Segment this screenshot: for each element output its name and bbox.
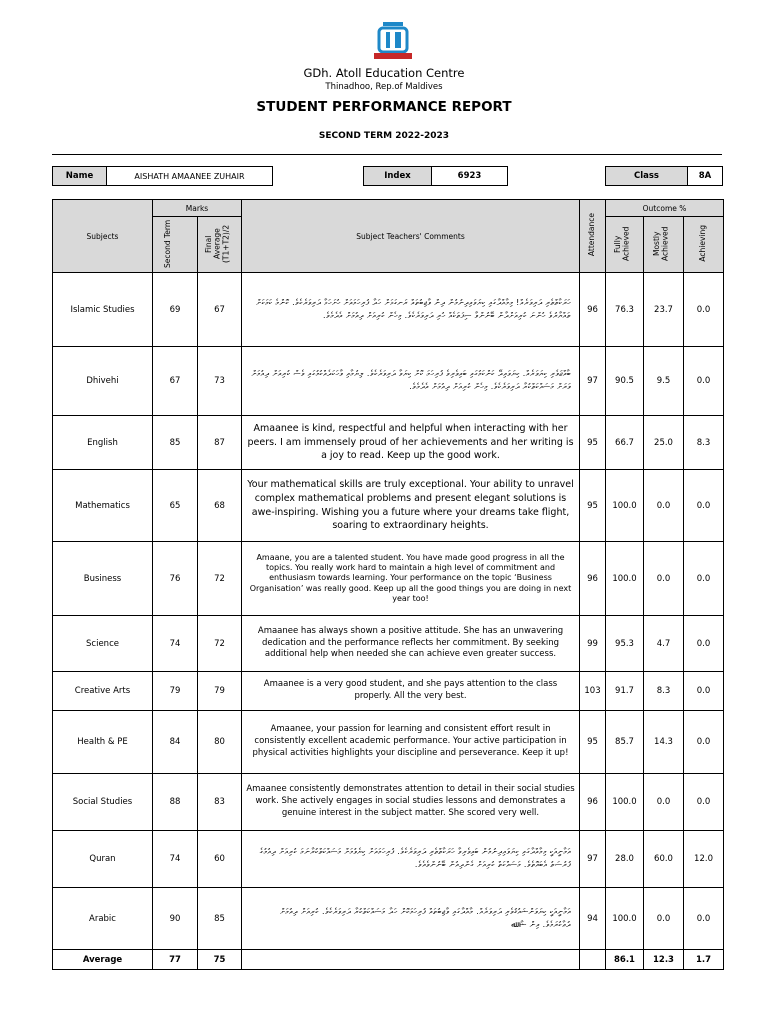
final-average-mark: 72 [198,542,242,616]
subject-name: Quran [53,831,153,888]
header-divider [52,154,722,155]
average-second-term: 77 [153,950,198,970]
fully-achieved-value: 85.7 [606,711,644,774]
subjects-header: Subjects [53,200,153,273]
second-term-mark: 85 [153,416,198,470]
attendance-value: 97 [580,347,606,416]
final-average-mark: 60 [198,831,242,888]
teacher-comment: Amaanee is a very good student, and she pays attention to the class properly. All the very best. [242,672,580,711]
subject-name: Science [53,616,153,672]
final-average-mark: 87 [198,416,242,470]
second-term-mark: 65 [153,470,198,542]
teacher-comment: Amaanee consistently demonstrates attention to detail in their social studies work. She actively engages in social studies lessons and demonstrates a genuine interest in the subject matter. She scored very well. [242,774,580,831]
average-row [53,950,724,970]
table-row [53,542,724,616]
mostly-achieved-value: 4.7 [644,616,684,672]
average-fully-achieved: 86.1 [606,950,644,970]
attendance-value: 103 [580,672,606,711]
table-row [53,672,724,711]
second-term-mark: 90 [153,888,198,950]
teacher-comment: އަމާނީއަކީ ކިޔަވަންޝައުޤުވެރި ދަރިވަރެއް. މާއްދާގައި ވާޖިބުތައް ފުރިހަމަކޮށް ހަދާ މަސައްކަތްކުރާ ދަރިވަރެކެވެ. ކުރިއަށް ދިއުމަށް ދުޢާކުރަމެވެ. އިން ޝާ ﷲ [242,888,580,950]
average-label: Average [53,950,153,970]
final-average-mark: 72 [198,616,242,672]
class-label: Class [606,167,688,185]
achieving-value: 12.0 [684,831,724,888]
name-box [52,166,273,186]
achieving-value: 0.0 [684,542,724,616]
subject-name: Dhivehi [53,347,153,416]
report-title: STUDENT PERFORMANCE REPORT [256,99,512,115]
second-term-mark: 88 [153,774,198,831]
index-label: Index [364,167,432,185]
teacher-comment: ހަރަކާތްތެރި ދަރިވަރެއް! މިމާއްދާގައި ކިޔަވައިދިނުމުން ދިން ވާޖިބުތައް ރަނގަޅަށް ހަދާ ފުރިހަމައަށް ހުށަހަޅާ ދަރިވަރެކެވެ. ކޮންމެ ކަމަކަށް ތައްޔާރުވެ ހުންނަ ކުރިއަށްދާން ބޭނުންވާ ސިފަތަކެއް ހުރި ދަރިވަރެކެވެ. މިހެން ކުރިއަށް ދިއުމަށް އެދެމެވެ. [242,273,580,347]
achieving-value: 0.0 [684,888,724,950]
average-mostly-achieved: 12.3 [644,950,684,970]
student-index: 6923 [457,171,482,181]
attendance-value: 96 [580,774,606,831]
organization-name: GDh. Atoll Education Centre [303,66,465,80]
term-label: SECOND TERM 2022-2023 [318,131,450,141]
attendance-value: 96 [580,542,606,616]
mostly-achieved-value: 60.0 [644,831,684,888]
second-term-mark: 76 [153,542,198,616]
final-average-mark: 79 [198,672,242,711]
mostly-achieved-header: Mostly Achieved [644,217,684,273]
teacher-comment: Your mathematical skills are truly exceptional. Your ability to unravel complex mathematical problems and present elegant solutions is awe-inspiring. Wishing you a future where your dreams take flight, soaring to extraordinary heights. [242,470,580,542]
mostly-achieved-value: 25.0 [644,416,684,470]
subject-name: Business [53,542,153,616]
average-attendance [580,950,606,970]
fully-achieved-value: 76.3 [606,273,644,347]
teacher-comment: ބާއްޖަވެރި ކިޔަވަރެއް. ކިޔަވައިދޭ ކަންކަމުގައި ބައިވެރިވެ ފުރިހަމަ ކޮށް ކިޔަވާ ދަރިވަރެކެވެ. ލިޔުމާއި ވާހަކަދެއްކުމުގައި ވެސް ކުރިއަށް ދިއުމަށް ވަރަށް މަސައްކަތްކުރާ ދަރިވަރެކެވެ. މިހެން ކުރިއަށް ދިއުމަށް އެދެމެވެ. [242,347,580,416]
fully-achieved-value: 66.7 [606,416,644,470]
table-row [53,347,724,416]
school-crest-icon [370,20,416,62]
attendance-value: 94 [580,888,606,950]
subject-name: Arabic [53,888,153,950]
average-achieving: 1.7 [684,950,724,970]
achieving-value: 0.0 [684,774,724,831]
achieving-value: 0.0 [684,711,724,774]
fully-achieved-value: 100.0 [606,888,644,950]
fully-achieved-value: 95.3 [606,616,644,672]
table-row [53,416,724,470]
fully-achieved-value: 90.5 [606,347,644,416]
table-row [53,616,724,672]
name-label: Name [53,167,107,185]
mostly-achieved-value: 0.0 [644,542,684,616]
subject-name: Creative Arts [53,672,153,711]
fully-achieved-value: 28.0 [606,831,644,888]
organization-address: Thinadhoo, Rep.of Maldives [325,82,443,92]
fully-achieved-value: 100.0 [606,774,644,831]
subject-name: Health & PE [53,711,153,774]
achieving-value: 8.3 [684,416,724,470]
achieving-value: 0.0 [684,616,724,672]
second-term-mark: 67 [153,347,198,416]
mostly-achieved-value: 0.0 [644,888,684,950]
attendance-value: 95 [580,470,606,542]
student-class: 8A [698,171,712,181]
final-average-header: Final Average (T1+T2)/2 [198,217,242,273]
fully-achieved-value: 100.0 [606,542,644,616]
final-average-mark: 73 [198,347,242,416]
fully-achieved-value: 100.0 [606,470,644,542]
achieving-value: 0.0 [684,470,724,542]
fully-achieved-value: 91.7 [606,672,644,711]
table-row [53,774,724,831]
subject-name: Islamic Studies [53,273,153,347]
second-term-mark: 79 [153,672,198,711]
mostly-achieved-value: 8.3 [644,672,684,711]
performance-table [52,199,724,970]
comments-header: Subject Teachers' Comments [242,200,580,273]
attendance-value: 99 [580,616,606,672]
class-box [605,166,723,186]
teacher-comment: Amaane, you are a talented student. You have made good progress in all the topics. You really work hard to maintain a high level of commitment and enthusiasm towards learning. Your performance on the topic ‘Business Organisation’ was really good. Keep up all the good things you are doing in next year too! [242,542,580,616]
achieving-value: 0.0 [684,347,724,416]
average-final: 75 [198,950,242,970]
index-box [363,166,508,186]
second-term-mark: 74 [153,831,198,888]
attendance-header: Attendance [580,200,606,273]
mostly-achieved-value: 23.7 [644,273,684,347]
second-term-header: Second Term [153,217,198,273]
average-comment-cell [242,950,580,970]
mostly-achieved-value: 9.5 [644,347,684,416]
second-term-mark: 69 [153,273,198,347]
teacher-comment: އަމާނީއަކީ މިމާއްދާގައި ކިޔަވައިދިނުމުން ބައިވެރިވާ ހަރަކާތްތެރި ދަރިވަރެކެވެ. ފުރިހަމައަށް ކިޔެވުމަށް މަސައްކަތްކުރާނަމަ ކުރިއަށް ދިއުމުގެ ފުރުސަތު އެބައޮތެވެ. މަސައްކަތް ކުރިއަށް ގެންދިއުން ބޭނުންވެއެވެ. [242,831,580,888]
attendance-value: 97 [580,831,606,888]
final-average-mark: 68 [198,470,242,542]
second-term-mark: 74 [153,616,198,672]
final-average-mark: 80 [198,711,242,774]
table-row [53,888,724,950]
teacher-comment: Amaanee is kind, respectful and helpful when interacting with her peers. I am immensely proud of her achievements and her writing is a joy to read. Keep up the good work. [242,416,580,470]
subject-name: Social Studies [53,774,153,831]
second-term-mark: 84 [153,711,198,774]
achieving-header: Achieving [684,217,724,273]
achieving-value: 0.0 [684,672,724,711]
final-average-mark: 85 [198,888,242,950]
mostly-achieved-value: 0.0 [644,470,684,542]
subject-name: English [53,416,153,470]
mostly-achieved-value: 14.3 [644,711,684,774]
table-row [53,273,724,347]
attendance-value: 95 [580,711,606,774]
marks-header: Marks [153,200,242,217]
mostly-achieved-value: 0.0 [644,774,684,831]
subject-name: Mathematics [53,470,153,542]
outcome-header: Outcome % [606,200,724,217]
attendance-value: 95 [580,416,606,470]
student-name: AISHATH AMAANEE ZUHAIR [134,171,245,181]
table-row [53,711,724,774]
final-average-mark: 67 [198,273,242,347]
final-average-mark: 83 [198,774,242,831]
fully-achieved-header: Fully Achieved [606,217,644,273]
attendance-value: 96 [580,273,606,347]
teacher-comment: Amaanee, your passion for learning and consistent effort result in consistently excellent academic performance. Your active participation in physical activities highlights your discipline and perseverance. Keep it up! [242,711,580,774]
achieving-value: 0.0 [684,273,724,347]
table-row [53,831,724,888]
teacher-comment: Amaanee has always shown a positive attitude. She has an unwavering dedication and the performance reflects her commitment. By seeking additional help when needed she can achieve even greater success. [242,616,580,672]
table-row [53,470,724,542]
